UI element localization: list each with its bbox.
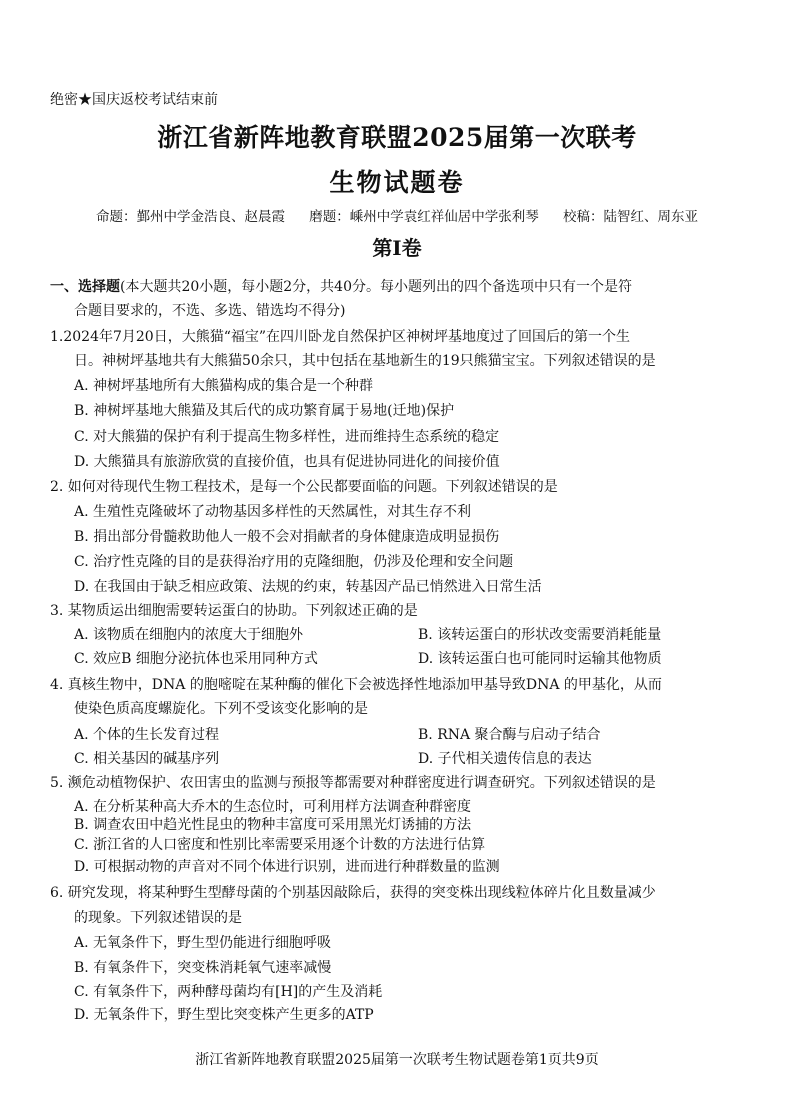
option-a: A. 在分析某种高大乔木的生态位时，可利用样方法调查种群密度 [74,799,472,815]
volume-heading: 第I卷 [372,236,422,260]
option-a: A. 生殖性克隆破坏了动物基因多样性的天然属性，对其生存不利 [74,504,472,520]
credits-line [0,205,794,225]
exam-title: 浙江省新阵地教育联盟2025届第一次联考 [157,123,637,152]
option-c: C. 相关基因的碱基序列 [74,751,220,767]
option-b: B. 调查农田中趋光性昆虫的物种丰富度可采用黑光灯诱捕的方法 [74,817,472,833]
option-d: D. 无氧条件下，野生型比突变株产生更多的ATP [74,1007,374,1023]
option-a: A. 神树坪基地所有大熊猫构成的集合是一个种群 [74,378,374,394]
question-stem: 6. 研究发现，将某种野生型酵母菌的个别基因敲除后，获得的突变株出现线粒体碎片化且数量减少 [50,885,656,901]
question-stem: 2. 如何对待现代生物工程技术，是每一个公民都要面临的问题。下列叙述错误的是 [50,479,558,495]
option-a: A. 该物质在细胞内的浓度大于细胞外 [74,627,304,643]
section-description-cont: 合题目要求的，不选、多选、错选均不得分) [74,303,346,319]
option-d: D. 可根据动物的声音对不同个体进行识别，进而进行种群数量的监测 [74,859,500,875]
option-d: D. 大熊猫具有旅游欣赏的直接价值，也具有促进协同进化的间接价值 [74,454,500,470]
option-b: B. RNA 聚合酶与启动子结合 [418,727,601,743]
exam-subtitle: 生物试题卷 [329,168,465,197]
question-stem-cont: 日。神树坪基地共有大熊猫50余只，其中包括在基地新生的19只熊猫宝宝。下列叙述错误的是 [74,353,656,369]
option-c: C. 浙江省的人口密度和性别比率需要采用逐个计数的方法进行估算 [74,837,486,853]
question-stem: 5. 濒危动植物保护、农田害虫的监测与预报等都需要对种群密度进行调查研究。下列叙述错误的是 [50,775,656,791]
question-stem-cont: 使染色质高度螺旋化。下列不受该变化影响的是 [74,701,368,717]
question-stem: 4. 真核生物中，DNA 的胞嘧啶在某种酶的催化下会被选择性地添加甲基导致DNA 的甲基化，从而 [50,677,662,693]
question-stem: 1.2024年7月20日，大熊猫“福宝”在四川卧龙自然保护区神树坪基地度过了回国后的第一个生 [50,329,631,345]
option-c: C. 有氧条件下，两种酵母菌均有[H]的产生及消耗 [74,984,383,1000]
option-d: D. 子代相关遗传信息的表达 [418,751,592,767]
option-d: D. 在我国由于缺乏相应政策、法规的约束，转基因产品已悄然进入日常生活 [74,579,542,595]
section-title: 一、选择题 [50,279,120,295]
option-b: B. 捐出部分骨髓救助他人一般不会对捐献者的身体健康造成明显损伤 [74,529,500,545]
page-footer: 浙江省新阵地教育联盟2025届第一次联考生物试题卷第1页共9页 [195,1052,599,1068]
confidential-note: 绝密★国庆返校考试结束前 [50,92,218,108]
option-b: B. 有氧条件下，突变株消耗氧气速率减慢 [74,960,332,976]
option-a: A. 无氧条件下，野生型仍能进行细胞呼吸 [74,935,332,951]
option-b: B. 该转运蛋白的形状改变需要消耗能量 [418,627,662,643]
option-c: C. 治疗性克隆的目的是获得治疗用的克隆细胞，仍涉及伦理和安全问题 [74,554,514,570]
option-c: C. 对大熊猫的保护有利于提高生物多样性，进而维持生态系统的稳定 [74,429,500,445]
section-description: (本大题共20小题，每小题2分，共40分。每小题列出的四个备选项中只有一个是符 [120,279,632,295]
option-d: D. 该转运蛋白也可能同时运输其他物质 [418,651,662,667]
option-a: A. 个体的生长发育过程 [74,727,220,743]
question-stem-cont: 的现象。下列叙述错误的是 [74,910,242,926]
credit-proofreader: 校稿：陆智红、周东亚 [563,209,699,225]
option-b: B. 神树坪基地大熊猫及其后代的成功繁育属于易地(迁地)保护 [74,403,455,419]
credit-author: 命题：鄞州中学金浩良、赵晨霞 [95,209,285,225]
option-c: C. 效应B 细胞分泌抗体也采用同种方式 [74,651,318,667]
section-heading [50,276,632,296]
credit-reviewer: 磨题：嵊州中学袁红祥仙居中学张利琴 [309,209,539,225]
question-stem: 3. 某物质运出细胞需要转运蛋白的协助。下列叙述正确的是 [50,603,418,619]
